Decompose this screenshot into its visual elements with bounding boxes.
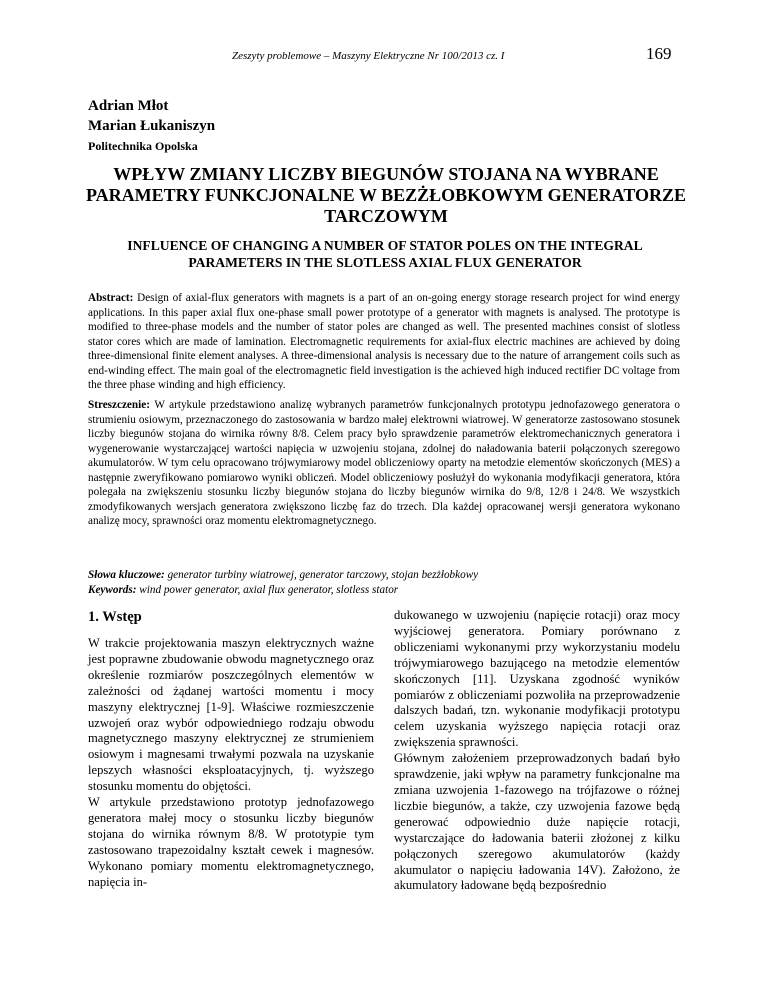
paragraph: dukowanego w uzwojeniu (napięcie rotacji) oraz mocy wyjściowej generatora. Pomiary porównano z obliczeniami wykonanymi przy wykorzystaniu modelu trójwymiarowego bazującego na metodzie elementów skończonych [11]. Uzyskana zgodność wyników pomiarów z obliczeniami pozwoliła na przeprowadzenie dalszych badań, tzn. wykonanie modyfikacji prototypu celem uzyskania wyższego napięcia rotacji oraz zwiększenia sprawności. (394, 608, 680, 750)
keywords-polish: Słowa kluczowe: generator turbiny wiatrowej, generator tarczowy, stojan bezżłobkowy (88, 569, 479, 581)
paper-title-polish: WPŁYW ZMIANY LICZBY BIEGUNÓW STOJANA NA WYBRANE PARAMETRY FUNKCJONALNE W BEZŻŁOBKOWYM GENERATORZE TARCZOWYM (85, 164, 687, 226)
keywords-english: Keywords: wind power generator, axial flux generator, slotless stator (88, 583, 399, 596)
streszczenie-label: Streszczenie (88, 399, 147, 411)
left-column (88, 608, 374, 891)
keywords-polish-text: generator turbiny wiatrowej, generator tarczowy, stojan bezżłobkowy (167, 569, 479, 581)
paragraph: W artykule przedstawiono prototyp jednofazowego generatora małej mocy o stosunku liczby biegunów stojana do wirnika równym 8/8. W prototypie tym zastosowano trapezoidalny kształt cewek i magnesów. Wykonano pomiary momentu elektromagnetycznego, napięcia in- (88, 795, 374, 889)
paper-title-english: INFLUENCE OF CHANGING A NUMBER OF STATOR POLES ON THE INTEGRAL PARAMETERS IN THE SLOTLESS AXIAL FLUX GENERATOR (127, 238, 643, 270)
abstract-text: Design of axial-flux generators with magnets is a part of an on-going energy storage research project for wind energy applications. In this paper axial flux one-phase small power prototype of a generator with magnets is analysed. The prototype is modified to three-phase models and the number of stator poles are changed as well. The presented machines consist of slotless stator cores which are made of lamination. Electromagnetic requirements for axial-flux electric machines are achieved by doing three-dimensional finite element analyses. A three-dimensional analysis is necessary due to the nature of arrangement coils such as end-winding effect. The main goal of the electromagnetic field investigation is the achieved high induced rectifier DC voltage from the three phase winding and high efficiency. (88, 292, 680, 391)
keywords-english-text: wind power generator, axial flux generator, slotless stator (139, 583, 399, 596)
author-name: Adrian Młot (88, 98, 169, 114)
abstract (88, 291, 680, 393)
keywords-polish-label: Słowa kluczowe (88, 569, 162, 581)
streszczenie: Streszczenie: W artykule przedstawiono analizę wybranych parametrów funkcjonalnych prototypu jednofazowego generatora o strumieniu osiowym, przeznaczonego do zastosowania w bardzo małej elektrowni wiatrowej. W generatorze zastosowano stosunek liczby biegunów stojana do wirnika równy 8/8. Celem pracy było sprawdzenie parametrów elektromechanicznych generatora i wygenerowanie wystarczającej wartości napięcia w uzwojeniu stojana, zdolnej do naładowania baterii połączonych szeregowo akumulatorów. W tym celu opracowano trójwymiarowy model obliczeniowy oparty na metodzie elementów skończonych (MES) a następnie zweryfikowano pomiarowo wyniki obliczeń. Model obliczeniowy posłużył do wykonania modyfikacji generatora, która polegała na zwiększeniu stosunku liczby biegunów stojana do liczby biegunów wirnika do 9/8, 12/8 i 24/8. We wszystkich zmodyfikowanych wersjach generatora zwiększono liczbę faz do trzech. Dla każdej opracowanej wersji generatora wykonano analizę mocy, sprawności oraz momentu elektromagnetycznego. (88, 399, 681, 527)
paragraph: Głównym założeniem przeprowadzonych badań było sprawdzenie, jaki wpływ na parametry funkcjonalne ma zmiana uzwojenia 1-fazowego na trójfazowe o różnej liczbie biegunów, a także, czy uzwojenia fazowe będą generować odpowiednio duże napięcie rotacji, wystarczające do ładowania baterii złożonej z kilku połączonych szeregowo akumulatorów (każdy akumulator o napięciu ładowania 14V). Założono, że akumulatory ładowane będą bezpośrednio (394, 751, 680, 893)
page-number: 169 (646, 44, 672, 63)
streszczenie-text: W artykule przedstawiono analizę wybranych parametrów funkcjonalnych prototypu jednofazowego generatora o strumieniu osiowym, przeznaczonego do zastosowania w bardzo małej elektrowni wiatrowej. W generatorze zastosowano stosunek liczby biegunów stojana do wirnika równy 8/8. Celem pracy było sprawdzenie parametrów elektromechanicznych generatora i wygenerowanie wystarczającej wartości napięcia w uzwojeniu stojana, zdolnej do naładowania baterii połączonych szeregowo akumulatorów. W tym celu opracowano trójwymiarowy model obliczeniowy oparty na metodzie elementów skończonych (MES) a następnie zweryfikowano pomiarowo wyniki obliczeń. Model obliczeniowy posłużył do wykonania modyfikacji generatora, która polegała na zwiększeniu stosunku liczby biegunów stojana do liczby biegunów wirnika do 9/8, 12/8 i 24/8. We wszystkich zmodyfikowanych wersjach generatora zwiększono liczbę faz do trzech. Dla każdej opracowanej wersji generatora wykonano analizę mocy, sprawności oraz momentu elektromagnetycznego. (88, 399, 681, 527)
authors-block (88, 96, 215, 155)
keywords-english-label: Keywords (88, 583, 133, 596)
affiliation: Politechnika Opolska (88, 139, 198, 153)
keywords-block (88, 568, 680, 597)
paragraph: W trakcie projektowania maszyn elektrycznych ważne jest poprawne zbudowanie obwodu magnetycznego oraz określenie rozmiarów poszczególnych elementów w zależności od żądanej wartości momentu i mocy maszyny elektrycznej [1-9]. Właściwe rozmieszczenie uzwojeń oraz wybór odpowiedniego rodzaju obwodu magnetycznego maszyny elektrycznej ze strumieniem osiowym i magnesami trwałymi pozwala na uzyskanie lepszych własności eksploatacyjnych, tj. wyższego stosunku momentu do objętości. (88, 636, 374, 794)
abstract-label: Abstract: (88, 292, 134, 304)
right-column (394, 608, 680, 894)
section-heading: 1. Wstęp (88, 609, 142, 625)
running-head: Zeszyty problemowe – Maszyny Elektryczne Nr 100/2013 cz. I (232, 50, 505, 62)
author-name: Marian Łukaniszyn (88, 118, 216, 134)
